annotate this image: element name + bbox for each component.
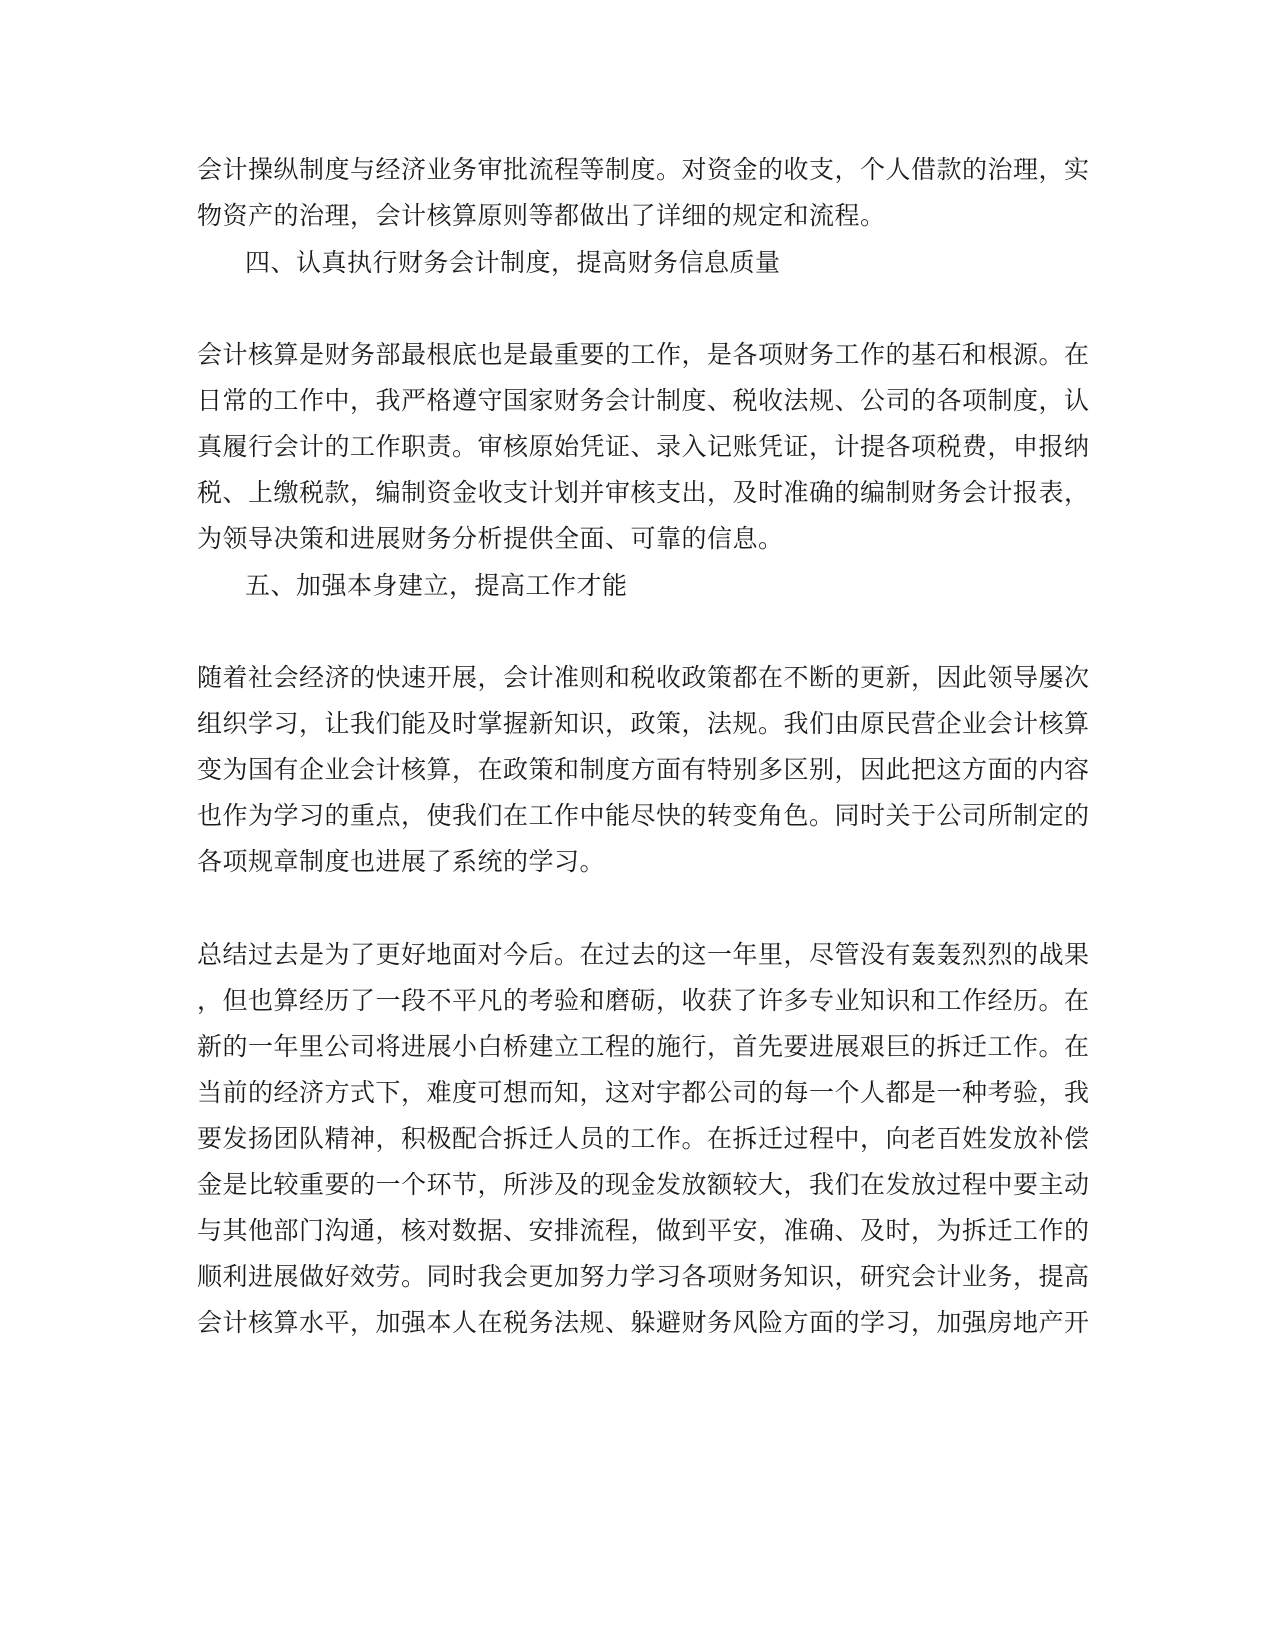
text-line: 新的一年里公司将进展小白桥建立工程的施行，首先要进展艰巨的拆迁工作。在 [197, 1032, 1090, 1061]
text-line: 顺利进展做好效劳。同时我会更加努力学习各项财务知识，研究会计业务，提高 [197, 1262, 1090, 1291]
text-line: 为领导决策和进展财务分析提供全面、可靠的信息。 [197, 524, 784, 553]
text-line: 会计核算水平，加强本人在税务法规、躲避财务风险方面的学习，加强房地产开 [197, 1308, 1090, 1337]
text-line: 真履行会计的工作职责。审核原始凭证、录入记账凭证，计提各项税费，申报纳 [197, 432, 1090, 461]
text-line: 会计核算是财务部最根底也是最重要的工作，是各项财务工作的基石和根源。在 [197, 340, 1090, 369]
text-line: 变为国有企业会计核算，在政策和制度方面有特别多区别，因此把这方面的内容 [197, 755, 1090, 784]
text-line: 各项规章制度也进展了系统的学习。 [197, 847, 606, 876]
text-line: 税、上缴税款，编制资金收支计划并审核支出，及时准确的编制财务会计报表， [197, 478, 1090, 507]
text-line: 物资产的治理，会计核算原则等都做出了详细的规定和流程。 [197, 201, 886, 230]
text-line: 与其他部门沟通，核对数据、安排流程，做到平安，准确、及时，为拆迁工作的 [197, 1216, 1090, 1245]
text-line: 日常的工作中，我严格遵守国家财务会计制度、税收法规、公司的各项制度，认 [197, 386, 1090, 415]
section-heading: 四、认真执行财务会计制度，提高财务信息质量 [245, 248, 781, 277]
text-line: 随着社会经济的快速开展，会计准则和税收政策都在不断的更新，因此领导屡次 [197, 663, 1090, 692]
text-line: 组织学习，让我们能及时掌握新知识，政策，法规。我们由原民营企业会计核算 [197, 709, 1090, 738]
text-line: 金是比较重要的一个环节，所涉及的现金发放额较大，我们在发放过程中要主动 [197, 1170, 1090, 1199]
text-line: 要发扬团队精神，积极配合拆迁人员的工作。在拆迁过程中，向老百姓发放补偿 [197, 1124, 1090, 1153]
text-line: ，但也算经历了一段不平凡的考验和磨砺，收获了许多专业知识和工作经历。在 [197, 986, 1090, 1015]
text-line: 会计操纵制度与经济业务审批流程等制度。对资金的收支，个人借款的治理，实 [197, 155, 1090, 184]
section-heading: 五、加强本身建立，提高工作才能 [245, 571, 628, 600]
text-line: 也作为学习的重点，使我们在工作中能尽快的转变角色。同时关于公司所制定的 [197, 801, 1090, 830]
text-line: 总结过去是为了更好地面对今后。在过去的这一年里，尽管没有轰轰烈烈的战果 [197, 940, 1090, 969]
text-line: 当前的经济方式下，难度可想而知，这对宇都公司的每一个人都是一种考验，我 [197, 1078, 1090, 1107]
